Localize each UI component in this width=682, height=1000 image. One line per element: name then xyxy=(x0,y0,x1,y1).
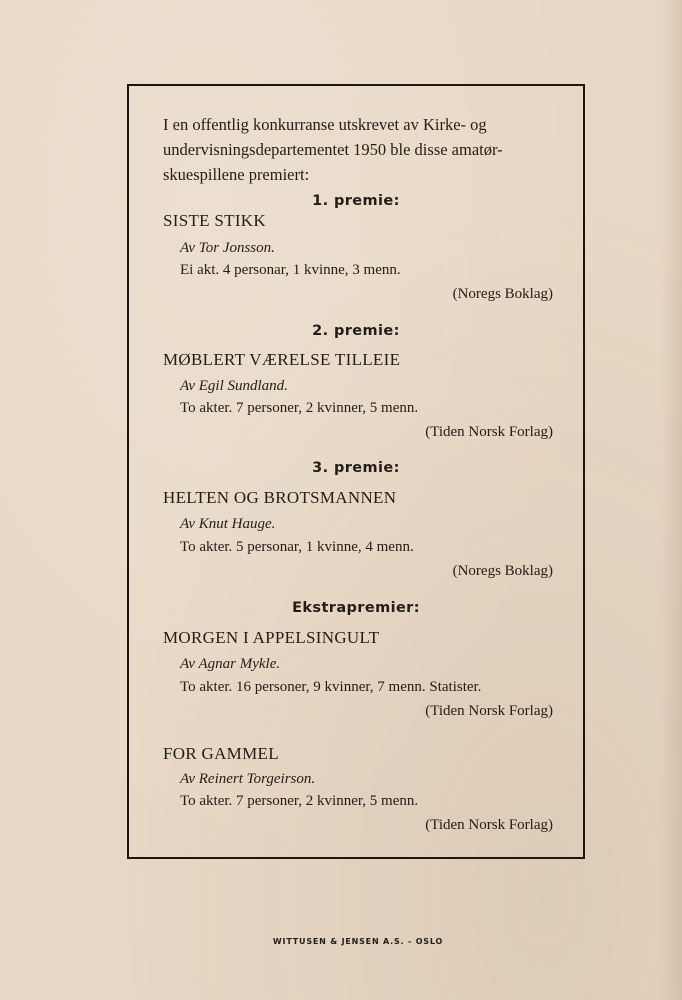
prize-heading-extra: Ekstrapremier: xyxy=(292,600,420,616)
play-cast: Ei akt. 4 personar, 1 kvinne, 3 menn. xyxy=(180,262,401,278)
intro-line: skuespillene premiert: xyxy=(163,165,310,184)
play-cast: To akter. 5 personar, 1 kvinne, 4 menn. xyxy=(180,539,414,555)
play-author: Av Knut Hauge. xyxy=(180,516,276,532)
play-title: MØBLERT VÆRELSE TILLEIE xyxy=(163,350,401,369)
intro-text xyxy=(163,112,568,187)
prize-heading-first: 1. premie: xyxy=(312,193,400,209)
play-publisher: (Noregs Boklag) xyxy=(452,563,553,579)
play-publisher: (Tiden Norsk Forlag) xyxy=(425,703,553,719)
paper-edge-shadow xyxy=(660,0,682,1000)
prize-heading-second: 2. premie: xyxy=(312,323,400,339)
play-title: FOR GAMMEL xyxy=(163,744,279,763)
prize-heading-third: 3. premie: xyxy=(312,460,400,476)
play-title: MORGEN I APPELSINGULT xyxy=(163,628,380,647)
play-publisher: (Noregs Boklag) xyxy=(452,286,553,302)
play-author: Av Agnar Mykle. xyxy=(180,656,281,672)
play-cast: To akter. 16 personer, 9 kvinner, 7 menn. Statister. xyxy=(180,679,482,695)
play-publisher: (Tiden Norsk Forlag) xyxy=(425,424,553,440)
play-title: SISTE STIKK xyxy=(163,211,266,230)
play-author: Av Reinert Torgeirson. xyxy=(180,771,316,787)
publisher-imprint: WITTUSEN & JENSEN A.S. - OSLO xyxy=(272,937,444,946)
play-publisher: (Tiden Norsk Forlag) xyxy=(425,817,553,833)
play-author: Av Tor Jonsson. xyxy=(180,240,275,256)
play-title: HELTEN OG BROTSMANNEN xyxy=(163,488,397,507)
intro-line: I en offentlig konkurranse utskrevet av Kirke- og xyxy=(163,115,487,134)
play-cast: To akter. 7 personer, 2 kvinner, 5 menn. xyxy=(180,793,419,809)
play-author: Av Egil Sundland. xyxy=(180,378,288,394)
play-cast: To akter. 7 personer, 2 kvinner, 5 menn. xyxy=(180,400,419,416)
intro-line: undervisningsdepartementet 1950 ble disse amatør- xyxy=(163,140,503,159)
